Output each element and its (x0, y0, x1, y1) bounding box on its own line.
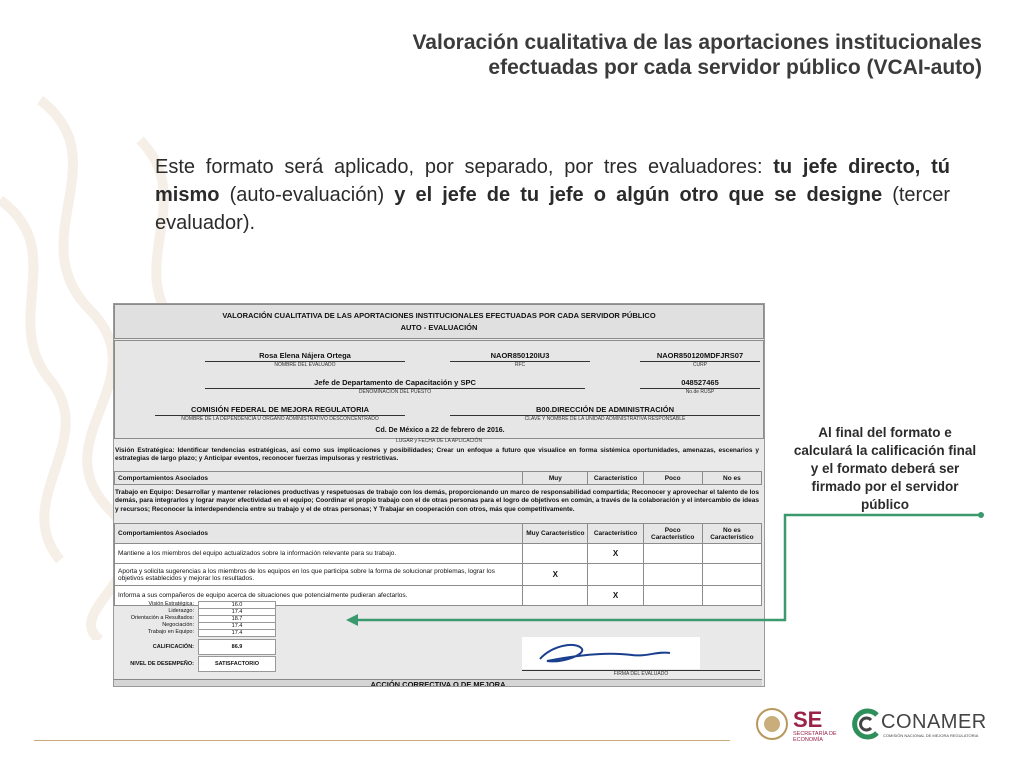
position-value: Jefe de Departamento de Capacitación y SPC (314, 378, 476, 387)
scores-summary (116, 601, 274, 672)
score-label: Orientación a Resultados: (130, 615, 194, 621)
conamer-logo-icon (849, 707, 883, 741)
col-noes: No es Característico (702, 524, 761, 544)
place-date-value: Cd. De México a 22 de febrero de 2016. (375, 427, 505, 434)
score-row (116, 608, 274, 615)
coat-of-arms-icon (755, 707, 789, 741)
score-value: 17.4 (198, 608, 276, 616)
intro-text-1: Este formato será aplicado, por separado, por tres evaluadores: (155, 156, 774, 178)
grade-label: CALIFICACIÓN: (152, 644, 194, 650)
score-value: 18.7 (198, 615, 276, 623)
curp-value: NAOR850120MDFJRS07 (656, 351, 744, 360)
place-date-label: LUGAR y FECHA DE LA APLICACIÓN (395, 438, 483, 444)
score-row (116, 601, 274, 608)
position-label: DENOMINACIÓN DEL PUESTO (358, 389, 432, 395)
annotation-connector (340, 505, 990, 635)
evaluee-name-label: NOMBRE DEL EVALUADO (274, 362, 336, 368)
se-logo-subtitle: SECRETARÍA DE ECONOMÍA (793, 731, 837, 743)
mark-muy[interactable]: X (523, 564, 588, 586)
score-value: 16.0 (198, 601, 276, 609)
comp-header-label: Comportamientos Asociados (115, 524, 523, 544)
score-value: 17.4 (198, 622, 276, 630)
conamer-logo-subtitle: COMISIÓN NACIONAL DE MEJORA REGULATORIA (883, 733, 979, 738)
conamer-logo-text: CONAMER (881, 711, 987, 733)
dependency-value: COMISIÓN FEDERAL DE MEJORA REGULATORIA (190, 405, 370, 414)
behavior-text: Informa a sus compañeros de equipo acerca de situaciones que potencialmente pudieran afectarlos. (115, 586, 523, 606)
col-noes: No es (702, 472, 761, 485)
rusp-label: No.de RUSP (685, 389, 715, 395)
footer-logos (755, 705, 1005, 745)
col-poco: Poco Característico (643, 524, 702, 544)
slide-title-line1: Valoración cualitativa de las aportaciones institucionales (412, 31, 982, 54)
form-header (114, 304, 764, 339)
col-muy: Muy Característico (523, 524, 588, 544)
evaluee-name: Rosa Elena Nájera Ortega (259, 351, 351, 360)
slide-title-line2: efectuadas por cada servidor público (VCAI-auto) (488, 56, 982, 79)
form-header-line1: VALORACIÓN CUALITATIVA DE LAS APORTACIONES INSTITUCIONALES EFECTUADAS POR CADA SERVIDOR PÚBLICO (222, 311, 656, 320)
score-label: Liderazgo: (168, 608, 194, 614)
score-row (116, 629, 274, 636)
rfc-label: RFC (514, 362, 526, 368)
level-value: SATISFACTORIO (198, 656, 276, 672)
signature-icon (522, 637, 700, 669)
dependency-label: NOMBRE DE LA DEPENDENCIA U ÓRGANO ADMINISTRATIVO DESCONCENTRADO (181, 416, 379, 422)
vision-behaviors-table (114, 471, 762, 485)
signature-label: FIRMA DEL EVALUADO (613, 671, 669, 677)
rusp-value: 048527465 (681, 378, 719, 387)
slide-title (302, 30, 982, 80)
unit-value: B00.DIRECCIÓN DE ADMINISTRACIÓN (535, 405, 675, 414)
se-logo-text: SE (793, 707, 823, 732)
form-header-line2: AUTO - EVALUACIÓN (400, 323, 478, 332)
col-car: Característico (588, 524, 643, 544)
score-row (116, 615, 274, 622)
footer-divider (34, 740, 730, 741)
behavior-text: Aporta y solicita sugerencias a los miembros de los equipos en los que participa sobre la forma de solucionar problemas, lograr los objetivos establecidos y mejorar los resultados. (115, 564, 523, 586)
curp-label: CURP (692, 362, 708, 368)
score-label: Visión Estratégica: (148, 601, 194, 607)
score-label: Trabajo en Equipo: (147, 629, 194, 635)
comp-header-label: Comportamientos Asociados (115, 472, 523, 485)
level-row (116, 656, 274, 672)
intro-text-5: (tercer evaluador). (155, 184, 950, 234)
intro-text-2: tu jefe directo, tú mismo (155, 156, 950, 206)
mark-car[interactable]: X (588, 544, 643, 564)
rfc-value: NAOR850120IU3 (490, 351, 550, 360)
col-car: Característico (588, 472, 643, 485)
intro-text-3: (auto-evaluación) (219, 184, 395, 206)
mark-car[interactable]: X (588, 586, 643, 606)
col-muy: Muy (523, 472, 588, 485)
grade-value: 86.9 (198, 639, 276, 655)
grade-row (116, 639, 274, 656)
score-value: 17.4 (198, 629, 276, 637)
behavior-text: Mantiene a los miembros del equipo actualizados sobre la información relevante para su trabajo. (115, 544, 523, 564)
unit-label: CLAVE Y NOMBRE DE LA UNIDAD ADMINISTRATIVA RESPONSABLE (524, 416, 686, 422)
annotation-note: Al final del formato e calculará la calificación final y el formato deberá ser firmado por el servidor público (793, 425, 977, 512)
intro-paragraph (155, 153, 950, 237)
identification-block (114, 340, 764, 439)
intro-text-4: y el jefe de tu jefe o algún otro que se designe (394, 184, 883, 206)
vision-definition: Visión Estratégica: Identificar tendencias estratégicas, así como sus implicaciones y posibilidades; Crear un enfoque a futuro que visualice en forma sistémica oportunidades, amenazas, escenarios y estrategias de largo plazo; y Anticipar eventos, reconocer fuerzas impulsoras y restrictivas. (115, 447, 759, 463)
teamwork-definition: Trabajo en Equipo: Desarrollar y mantener relaciones productivas y respetuosas de trabajo con los demás, proporcionando un marco de responsabilidad compartida; Reconocer y aprovechar el talento de los demás, para integrarlos y lograr mayor efectividad en el equipo; Coordinar el propio trabajo con el de otras personas para el logro de objetivos en común, a través de la colaboración y el intercambio de ideas y recursos; Reconocer la interdependencia entre su trabajo y el de otras personas; Y Trabajar en cooperación con otros, más que competitivamente. (115, 489, 759, 513)
signature-box (522, 637, 700, 669)
score-row (116, 622, 274, 629)
level-label: NIVEL DE DESEMPEÑO: (130, 661, 194, 667)
score-label: Negociación: (162, 622, 194, 628)
corrective-action-heading: ACCIÓN CORRECTIVA O DE MEJORA (114, 679, 762, 687)
col-poco: Poco (643, 472, 702, 485)
